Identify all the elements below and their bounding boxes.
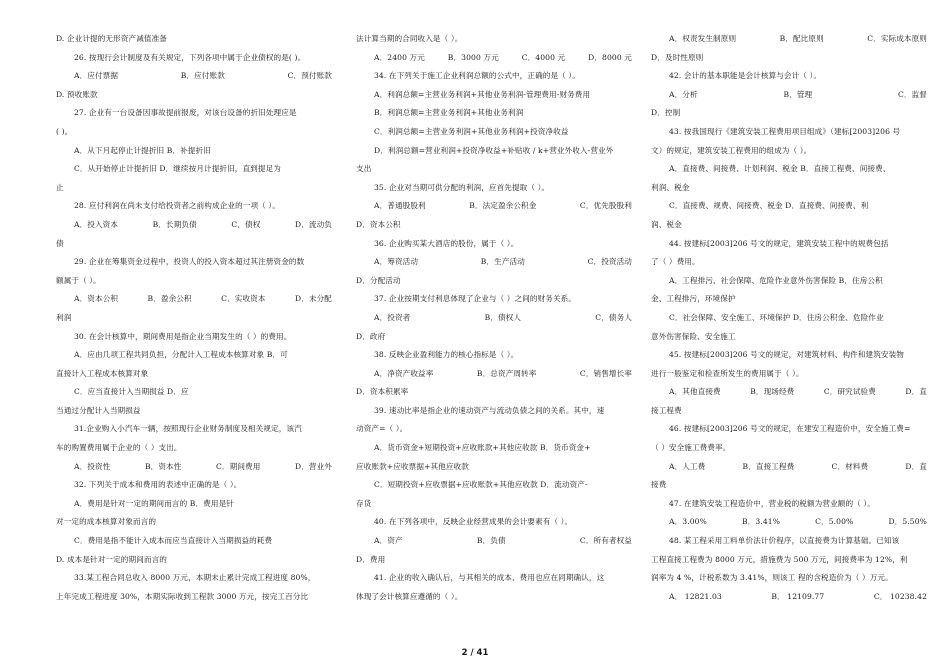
text-line: D．资本积累率	[356, 387, 409, 397]
text-line: 了（ ）费用。	[651, 257, 700, 267]
option-row	[56, 290, 336, 309]
option-text: B．盈余公积	[147, 294, 192, 304]
option-text: A．净资产收益率	[374, 368, 434, 378]
option-text: B．长期负债	[152, 219, 197, 229]
option-text: C．4000 元	[521, 52, 566, 62]
option-text: B．法定盈余公积金	[469, 201, 537, 211]
option-text: B．3000 万元	[447, 52, 499, 62]
text-line: 金、工程排污，环境保护	[651, 294, 736, 304]
option-text: B．总资产周转率	[476, 368, 537, 378]
text-line: （ ）安全施工费费率。	[651, 443, 731, 453]
option-row	[56, 67, 336, 86]
option-text: D．未分配	[295, 294, 332, 304]
option-text: C．研究试验费	[823, 387, 876, 397]
option-row	[651, 86, 931, 105]
option-text: A．2400 万元	[374, 52, 425, 62]
text-line: 30. 在会计核算中，期间费用是指企业当期发生的（ ）的费用。	[74, 331, 292, 341]
option-text: C．材料费	[831, 461, 869, 471]
option-row	[356, 309, 636, 328]
text-line: 26. 按现行会计制度及有关规定，下列各项中属于企业债权的是( )。	[74, 52, 306, 62]
text-line: B．利润总额=主营业务利润+其他业务利润	[374, 108, 524, 118]
text-line: 法计算当期的合同收入是（ ）。	[356, 34, 463, 43]
text-line: C．从开始停止计提折旧 D．继续按月计提折旧，直到提足为	[74, 164, 281, 174]
text-line: 46. 按建标[2003]206 号文的规定，在建安工程造价中，安全施工费=	[669, 424, 911, 434]
text-line: 车的购置费用属于企业的（ ）支出。	[56, 443, 182, 453]
option-text: A．应付票据	[74, 71, 119, 81]
option-text: B．现场经费	[750, 387, 795, 397]
option-text: A．其他直接费	[669, 387, 721, 397]
option-row	[356, 253, 636, 272]
option-text: A．筹资活动	[374, 257, 419, 267]
option-text: A．资产	[374, 536, 403, 546]
text-line: D．政府	[356, 331, 386, 341]
option-row	[651, 30, 931, 49]
text-line: 34. 在下列关于施工企业利润总额的公式中，正确的是（ ）。	[374, 71, 580, 81]
text-line: 38. 反映企业盈利能力的核心指标是（ ）。	[374, 350, 519, 360]
text-line: D．资本公积	[356, 219, 401, 229]
text-line: 45. 按建标[2003]206 号文的规定，对建筑材料、构件和建筑安装物	[669, 350, 905, 360]
option-text: A．人工费	[669, 461, 706, 471]
text-line: D．利润总额=营业利润+投资净收益+补贴收 / k+营业外收入-营业外	[374, 145, 614, 155]
option-text: C．债权	[231, 219, 261, 229]
option-text: B．债权人	[484, 312, 522, 322]
option-text: C．优先股股利	[579, 201, 632, 211]
text-line: C．直接费、规费、间接费、税金 D．直接费、间接费、利	[669, 201, 869, 211]
option-row	[356, 49, 636, 68]
text-line: 31.企业购入小汽车一辆，按照现行企业财务制度及相关规定，该汽	[74, 424, 302, 434]
text-line: D．费用	[356, 554, 386, 564]
option-row	[356, 197, 636, 216]
text-line: 文）的规定，建筑安装工程费用的组成为（ ）。	[651, 145, 812, 155]
text-line: A．利润总额=主营业务利润+其他业务利润-管理费用-财务费用	[374, 89, 591, 99]
option-row	[651, 458, 931, 477]
text-line: 37. 企业按期支付利息体现了企业与（ ）之间的财务关系。	[374, 294, 577, 304]
option-text: A．权责发生制原则	[669, 34, 737, 43]
column-left	[56, 30, 336, 606]
text-line: 41. 企业的收入确认后，与其相关的成本、费用也应在同期确认，这	[374, 573, 605, 583]
column-right	[651, 30, 931, 606]
text-line: 42. 会计的基本职能是会计核算与会计（ ）。	[669, 71, 822, 81]
text-line: 32. 下列关于成本和费用的表述中正确的是（ ）。	[74, 480, 242, 490]
option-text: C．所有者权益	[579, 536, 632, 546]
text-line: 43. 按我国现行《建筑安装工程费用项目组成》（建标[2003]206 号	[669, 126, 901, 136]
option-text: B． 12109.77	[771, 591, 825, 601]
text-line: ( )。	[56, 126, 73, 136]
text-line: 47. 在建筑安装工程造价中，营业税的税额为营业额的（ ）。	[669, 498, 875, 508]
text-line: 工程直接工程费为 8000 万元，措施费为 500 万元，间接费率为 12%，利	[651, 554, 908, 564]
text-line: C．利润总额=主营业务利润+其他业务利润+投资净收益	[374, 126, 569, 136]
column-middle	[356, 30, 636, 606]
text-line: 存货	[356, 498, 372, 508]
option-text: C．投资活动	[587, 257, 632, 267]
text-line: A．应由几项工程共同负担，分配计入工程成本核算对象 B．可	[74, 350, 288, 360]
text-line: 债	[56, 238, 64, 248]
text-line: 35. 企业对当期可供分配的利润，应首先提取（ ）。	[374, 182, 550, 192]
option-text: C．期间费用	[216, 461, 261, 471]
text-line: 39. 速动比率是指企业的速动资产与流动负债之间的关系。其中，速	[374, 405, 605, 415]
option-text: C．实收资本	[221, 294, 266, 304]
option-text: A．3.00%	[669, 517, 707, 527]
text-line: A．货币资金+短期投资+应收账款+其他应收款 B．货币资金+	[374, 443, 591, 453]
option-text: D．8000 元	[588, 52, 632, 62]
text-line: 29. 企业在筹集资金过程中，投资人的投入资本超过其注册资金的数	[74, 257, 305, 267]
text-line: 止	[56, 182, 64, 192]
option-text: D．营业外	[295, 461, 332, 471]
text-line: 额属于（ ）。	[56, 275, 101, 285]
option-text: B．配比原则	[779, 34, 824, 43]
text-line: A．工程排污、社会保障、危险作业意外伤害保险 B．住房公积	[669, 275, 883, 285]
option-row	[356, 365, 636, 384]
option-text: C．监督	[898, 89, 927, 99]
text-line: C．短期投资+应收票据+应收账款+其他应收款 D．流动资产-	[374, 480, 588, 490]
text-line: C．应当直接计入当期损益 D．应	[74, 387, 189, 397]
text-line: 40. 在下列各项中，反映企业经营成果的会计要素有（ ）。	[374, 517, 573, 527]
option-row	[356, 532, 636, 551]
text-line: D. 企业计提的无形资产减值准备	[56, 34, 167, 43]
text-line: C．费用是指不能计入成本而应当直接计入当期损益的耗费	[74, 536, 273, 546]
text-line: 对一定的成本核算对象而言的	[56, 517, 157, 527]
text-line: 润率为 4 %，计税系数为 3.41%，则该工 程的含税造价为（ ）万元。	[651, 573, 893, 583]
text-line: 当通过分配计入当期损益	[56, 405, 141, 415]
text-line: 接工程费	[651, 405, 682, 415]
text-line: D．分配活动	[356, 275, 401, 285]
text-line: 动资产=（ ）。	[356, 424, 408, 434]
option-row	[651, 588, 931, 607]
text-line: 直接计入工程成本核算对象	[56, 368, 149, 378]
text-line: C．社会保障、安全施工、环境保护 D．住房公积金、危险作业	[669, 312, 884, 322]
option-text: C．实际成本原则	[867, 34, 927, 43]
text-line: 进行一般鉴定和检查所发生的费用属于（ ）。	[651, 368, 804, 378]
option-text: A．投入资本	[74, 219, 119, 229]
text-line: 48. 某工程采用工料单价法计价程序，以直接费为计算基础。已知该	[669, 536, 900, 546]
text-line: A．直接费、间接费、计划利润、税金 B．直接工程费、间接费、	[669, 164, 891, 174]
option-text: C．预付账款	[287, 71, 332, 81]
text-line: 27. 企业有一台设备因事故提前报废，对该台设备的折旧处理应是	[74, 108, 297, 118]
text-line: D. 预收账款	[56, 89, 98, 99]
option-text: D．直	[905, 387, 927, 397]
option-text: B．3.41%	[742, 517, 781, 527]
page-number: 2 / 41	[461, 648, 489, 658]
text-line: 支出	[356, 164, 372, 174]
text-line: D．及时性原则	[651, 52, 704, 62]
option-text: A．资本公积	[74, 294, 119, 304]
text-line: 36. 企业购买某大酒店的股份，属于（ ）。	[374, 238, 519, 248]
option-row	[56, 458, 336, 477]
option-text: C． 10238.42	[873, 591, 927, 601]
option-row	[651, 513, 931, 532]
text-line: 利润、税金	[651, 182, 690, 192]
text-line: 体现了会计核算应遵循的（ ）。	[356, 591, 463, 601]
option-text: B．生产活动	[480, 257, 525, 267]
text-line: 利润	[56, 312, 72, 322]
option-text: D．直	[905, 461, 927, 471]
option-text: C．销售增长率	[579, 368, 632, 378]
option-text: B．应付账款	[180, 71, 225, 81]
option-text: A． 12821.03	[669, 591, 722, 601]
option-text: D．5.50%	[888, 517, 927, 527]
text-line: 上年完成工程进度 30%，本期实际收到工程款 3000 万元，按完工百分比	[56, 591, 309, 601]
text-line: 33.某工程合同总收入 8000 万元，本期末止累计完成工程进度 80%，	[74, 573, 316, 583]
option-text: D．流动负	[295, 219, 332, 229]
option-text: C．债务人	[595, 312, 632, 322]
text-line: 28. 应付利润在尚未支付给投资者之前构成企业的一项（ ）。	[74, 201, 280, 211]
text-line: A．从下月起停止计提折旧 B．补提折旧	[74, 145, 211, 155]
text-line: 意外伤害保险、安全施工	[651, 331, 736, 341]
text-line: A．费用是针对一定的期间而言的 B．费用是针	[74, 498, 234, 508]
option-row	[651, 383, 931, 402]
option-text: A．普通股股利	[374, 201, 426, 211]
text-line: 接费	[651, 480, 667, 490]
option-text: C．5.00%	[815, 517, 854, 527]
option-row	[56, 216, 336, 235]
option-text: A．投资者	[374, 312, 411, 322]
option-text: A．投资性	[74, 461, 111, 471]
option-text: B．资本性	[144, 461, 182, 471]
text-line: 润、税金	[651, 219, 682, 229]
text-line: 应收账款+应收票据+其他应收款	[356, 461, 469, 471]
text-line: D．控制	[651, 108, 681, 118]
option-text: A．分析	[669, 89, 698, 99]
option-text: B．直接工程费	[742, 461, 795, 471]
text-line: D. 成本是针对一定的期间而言的	[56, 554, 167, 564]
option-text: B．管理	[783, 89, 813, 99]
option-text: B．负债	[476, 536, 506, 546]
text-line: 44. 按建标[2003]206 号文的规定，建筑安装工程中的规费包括	[669, 238, 889, 248]
